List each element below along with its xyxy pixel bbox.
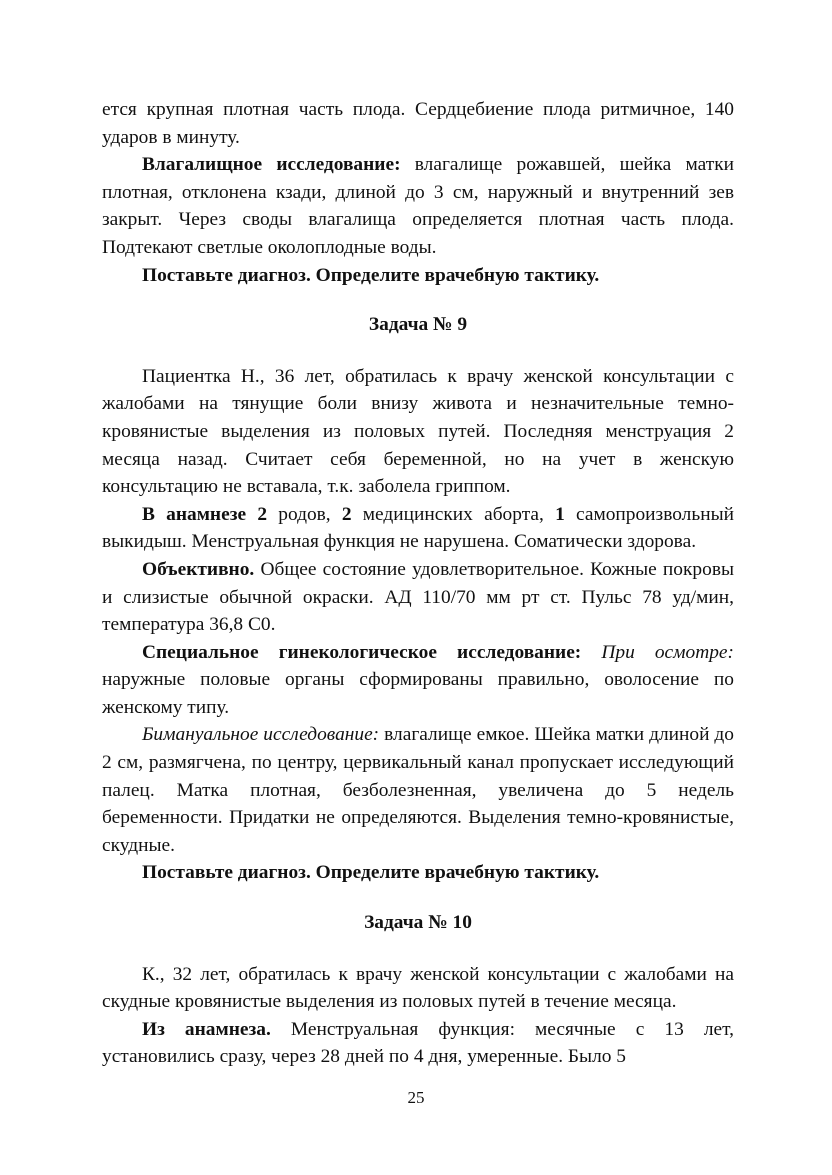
task-10-title: Задача № 10 [364, 912, 472, 934]
lead-anamnesis: Из анамнеза. [142, 1018, 271, 1040]
paragraph-text: влагалище рожавшей, шейка матки плотная, отклонена кзади, длиной до 3 см, наружный и внутренний зев закрыт. Через своды влагалища определяется плотная часть плода. Подтекают светлые околоплодные воды. [102, 154, 734, 258]
lead-special-exam: Специальное гинекологическое исследование: [142, 641, 582, 663]
paragraph-vaginal-exam [102, 151, 734, 261]
lead-anamnesis: В анамнезе [142, 503, 247, 525]
lead-objective: Объективно. [142, 558, 255, 580]
births-count: 2 [257, 503, 268, 525]
paragraph-text: наружные половые органы сформированы правильно, оволосение по женскому типу. [102, 669, 734, 718]
task-9-intro: Пациентка Н., 36 лет, обратилась к врачу женской консультации с жалобами на тянущие боли внизу живота и незначительные темно-кровянистые выделения из половых путей. Последняя менструация 2 месяца назад. Считает себя беременной, но на учет в женскую консультацию не вставала, т.к. заболела гриппом. [102, 365, 734, 498]
task-9-bimanual [102, 721, 734, 859]
italic-bimanual: Бимануальное исследование: [142, 724, 380, 746]
paragraph-fetal [102, 96, 734, 151]
task-prompt: Поставьте диагноз. Определите врачебную тактику. [142, 862, 600, 884]
italic-inspection: При осмотре: [581, 641, 734, 663]
task-10-anamnesis [102, 1016, 734, 1071]
task-9-anamnesis [102, 501, 734, 556]
paragraph-text: ется крупная плотная часть плода. Сердцебиение плода ритмичное, 140 ударов в минуту. [102, 99, 734, 148]
task-10-intro: К., 32 лет, обратилась к врачу женской консультации с жалобами на скудные кровянистые выделения из половых путей в течение месяца. [102, 963, 734, 1013]
lead-vaginal-exam: Влагалищное исследование: [142, 154, 401, 176]
document-page [102, 96, 734, 1071]
abortions-count: 2 [341, 503, 352, 525]
page-number: 25 [407, 1088, 425, 1107]
text-fragment: самопроизвольный выкидыш. Менструальная функция не нарушена. Соматически здорова. [102, 503, 734, 553]
text-fragment: родов, [267, 503, 342, 525]
task-9-title: Задача № 9 [368, 314, 468, 336]
text-fragment: медицинских аборта, [351, 503, 556, 525]
task-prompt: Поставьте диагноз. Определите врачебную тактику. [142, 264, 600, 286]
task-9-special-exam [102, 639, 734, 722]
paragraph-text: влагалище емкое. Шейка матки длиной до 2 см, размягчена, по центру, цервикальный канал пропускает исследующий палец. Матка плотная, безболезненная, увеличена до 5 недель беременности. Придатки не определяются. Выделения темно-кровянистые, скудные. [102, 724, 734, 856]
paragraph-text: Менструальная функция: месячные с 13 лет, установились сразу, через 28 дней по 4 дня, умеренные. Было 5 [102, 1018, 734, 1068]
paragraph-text: Общее состояние удовлетворительное. Кожные покровы и слизистые обычной окраски. АД 110/70 мм рт ст. Пульс 78 уд/мин, температура 36,8 С0. [102, 558, 734, 636]
miscarriage-count: 1 [555, 503, 565, 525]
task-9-objective [102, 556, 734, 639]
